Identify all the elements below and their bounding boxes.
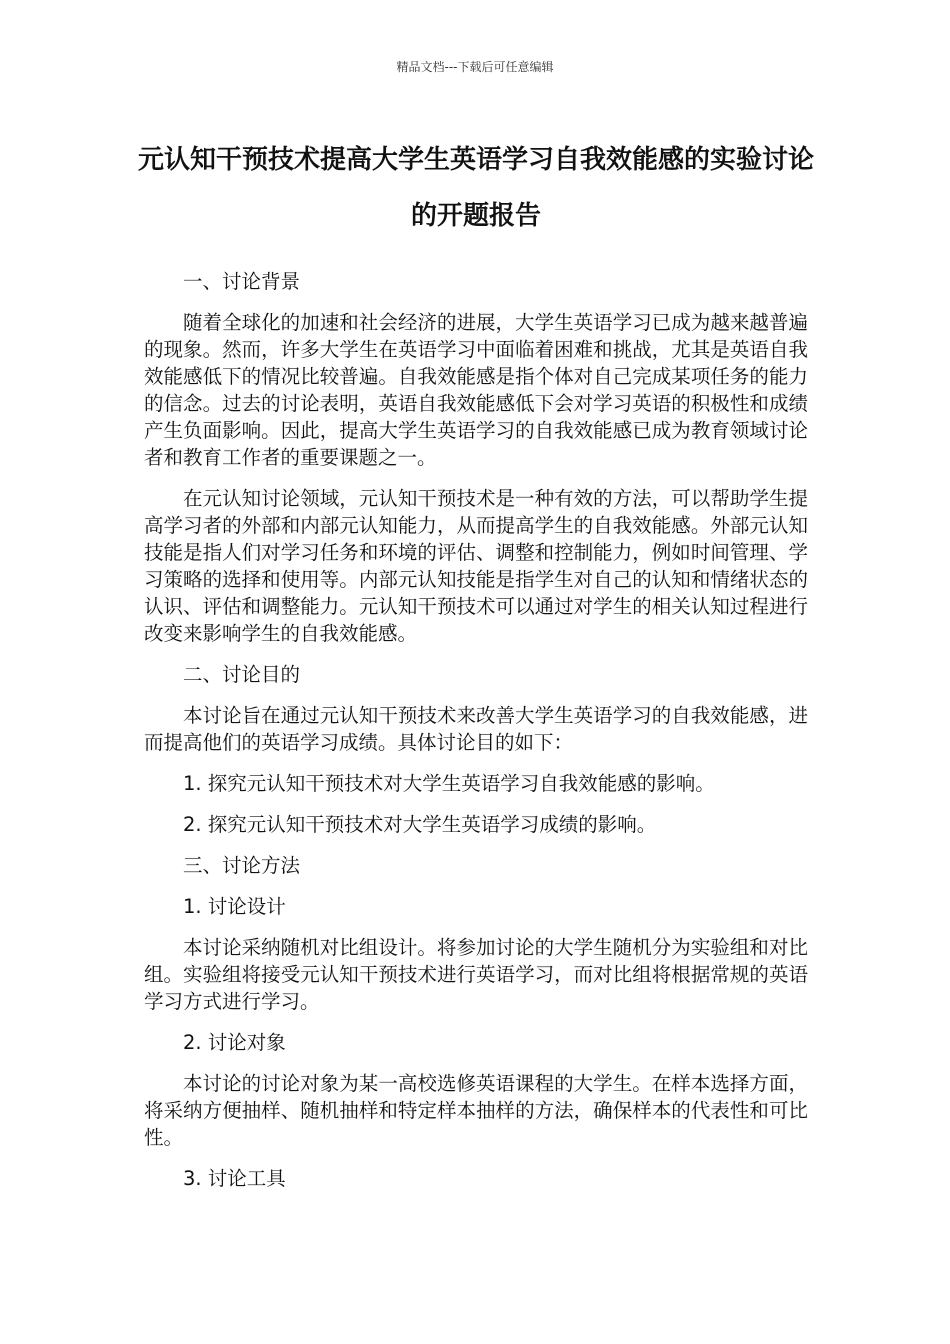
goal-item-2: 2. 探究元认知干预技术对大学生英语学习成绩的影响。 xyxy=(183,813,657,836)
paragraph-subjects: 本讨论的讨论对象为某一高校选修英语课程的大学生。在样本选择方面，将采纳方便抽样、随机抽样和特定样本抽样的方法，确保样本的代表性和可比性。 xyxy=(144,1072,808,1149)
page-header: 精品文档---下载后可任意编辑 xyxy=(396,60,554,74)
section-heading-purpose: 二、讨论目的 xyxy=(183,663,301,686)
paragraph-design: 本讨论采纳随机对比组设计。将参加讨论的大学生随机分为实验组和对比组。实验组将接受元认知干预技术进行英语学习，而对比组将根据常规的英语学习方式进行学习。 xyxy=(144,936,808,1013)
paragraph-purpose: 本讨论旨在通过元认知干预技术来改善大学生英语学习的自我效能感，进而提高他们的英语学习成绩。具体讨论目的如下： xyxy=(144,704,808,754)
method-subheading-subjects: 2. 讨论对象 xyxy=(183,1031,286,1054)
section-heading-background: 一、讨论背景 xyxy=(183,270,301,293)
section-heading-method: 三、讨论方法 xyxy=(183,854,301,877)
document-title: 元认知干预技术提高大学生英语学习自我效能感的实验讨论的开题报告 xyxy=(137,145,814,231)
goal-item-1: 1. 探究元认知干预技术对大学生英语学习自我效能感的影响。 xyxy=(183,772,715,795)
paragraph-background-1: 随着全球化的加速和社会经济的进展，大学生英语学习已成为越来越普遍的现象。然而，许多大学生在英语学习中面临着困难和挑战，尤其是英语自我效能感低下的情况比较普遍。自我效能感是指个体对自己完成某项任务的能力的信念。过去的讨论表明，英语自我效能感低下会对学习英语的积极性和成绩产生负面影响。因此，提高大学生英语学习的自我效能感已成为教育领域讨论者和教育工作者的重要课题之一。 xyxy=(144,311,808,469)
paragraph-background-2: 在元认知讨论领域，元认知干预技术是一种有效的方法，可以帮助学生提高学习者的外部和内部元认知能力，从而提高学生的自我效能感。外部元认知技能是指人们对学习任务和环境的评估、调整和控制能力，例如时间管理、学习策略的选择和使用等。内部元认知技能是指学生对自己的认知和情绪状态的认识、评估和调整能力。元认知干预技术可以通过对学生的相关认知过程进行改变来影响学生的自我效能感。 xyxy=(144,487,808,645)
method-subheading-tools: 3. 讨论工具 xyxy=(183,1167,286,1190)
method-subheading-design: 1. 讨论设计 xyxy=(183,895,286,918)
document-body xyxy=(144,268,808,1206)
